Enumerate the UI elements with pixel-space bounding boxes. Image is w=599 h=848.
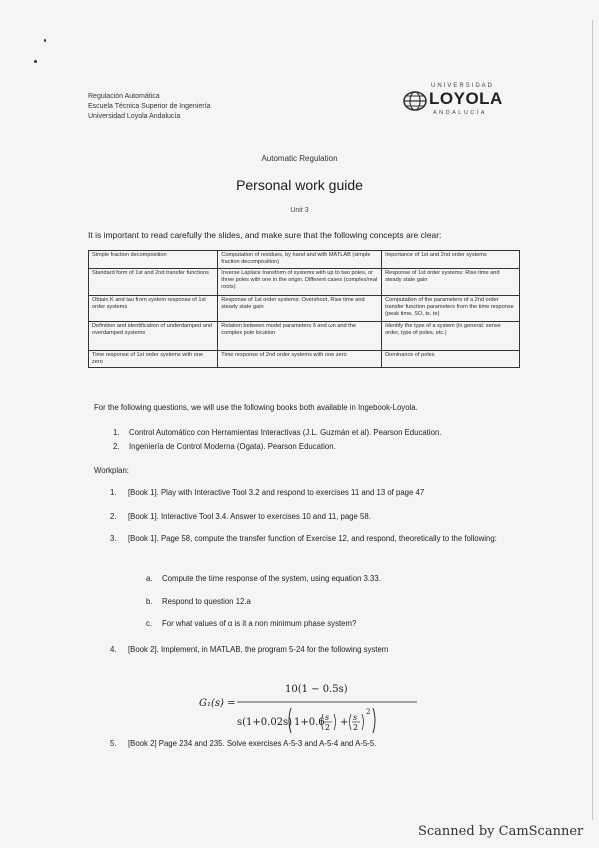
transfer-function-formula <box>199 678 419 738</box>
scan-speck <box>44 39 46 42</box>
item-text: [Book 1]. Play with Interactive Tool 3.2 and respond to exercises 11 and 13 of page 47 <box>128 488 425 497</box>
frac-2: 2 <box>353 723 359 732</box>
table-row <box>89 322 520 351</box>
concepts-table <box>88 250 520 368</box>
loyola-logo <box>403 83 503 121</box>
frac-s: s <box>353 713 358 722</box>
item-number: 5. <box>110 739 117 748</box>
table-cell: Computation of residues, by hand and with MATLAB (simple fraction decomposition) <box>218 251 382 269</box>
table-cell: Identify the type of a system (in general: sense order, type of poles, etc.) <box>382 322 520 351</box>
table-cell: Importance of 1st and 2nd order systems <box>382 251 520 269</box>
table-cell: Time response of 1st order systems with one zero <box>89 351 218 368</box>
table-row <box>89 251 520 269</box>
logo-top-text: UNIVERSIDAD <box>431 83 495 89</box>
formula-numerator: 10(1 − 0.5s) <box>285 684 348 695</box>
item-text: [Book 2]. Implement, in MATLAB, the program 5-24 for the following system <box>128 645 389 654</box>
item-text: [Book 1]. Interactive Tool 3.4. Answer to exercises 10 and 11, page 58. <box>128 512 371 521</box>
frac-s: s <box>325 713 330 722</box>
course-subtitle: Automatic Regulation <box>261 154 338 163</box>
sub-item-letter: b. <box>146 597 153 606</box>
table-cell: Obtain K and tau from system response of 1st order systems <box>89 296 218 322</box>
institution-line: Universidad Loyola Andalucía <box>88 113 181 120</box>
formula-lhs: G₁(s) = <box>199 698 236 709</box>
formula-den-prefix: s(1+0.02s) <box>237 717 293 728</box>
workplan-label: Workplan: <box>94 466 129 475</box>
book-title: Ingeniería de Control Moderna (Ogata). Pearson Education. <box>129 442 336 451</box>
table-row <box>89 296 520 322</box>
unit-label: Unit 3 <box>290 207 309 214</box>
item-number: 3. <box>110 534 117 543</box>
paren-right <box>334 714 336 730</box>
item-text: [Book 2] Page 234 and 235. Solve exercises A-5-3 and A-5-4 and A-5-5. <box>128 739 377 748</box>
logo-name: LOYOLA <box>429 89 503 108</box>
intro-text: It is important to read carefully the slides, and make sure that the following concepts are clear: <box>88 230 442 240</box>
item-number: 2. <box>110 512 117 521</box>
scan-speck <box>34 60 37 63</box>
table-cell: Dominance of poles <box>382 351 520 368</box>
institution-line: Escuela Técnica Superior de Ingeniería <box>88 103 211 110</box>
sub-item-letter: a. <box>146 574 153 583</box>
logo-bottom-text: ANDALUCÍA <box>433 110 487 116</box>
table-cell: Response of 1st order systems: Rise time and steady state gain <box>382 269 520 296</box>
table-row <box>89 351 520 368</box>
big-paren-right <box>373 708 375 733</box>
table-cell: Computation of the parameters of a 2nd order transfer function parameters from the time response (peak time, SO, ts, te) <box>382 296 520 322</box>
books-intro: For the following questions, we will use the following books both available in Ingebook-Loyola. <box>94 403 418 412</box>
book-title: Control Automático con Herramientas Interactivas (J.L. Guzmán et al). Pearson Education. <box>129 428 442 437</box>
sub-item-text: For what values of α is it a non minimum phase system? <box>162 619 357 628</box>
sub-item-text: Respond to question 12.a <box>162 597 251 606</box>
book-number: 1. <box>113 428 120 437</box>
frac-2: 2 <box>325 723 331 732</box>
formula-plus: + <box>340 717 349 728</box>
item-text: [Book 1]. Page 58, compute the transfer function of Exercise 12, and respond, theoretically to the following: <box>128 534 497 543</box>
paren-right <box>362 714 364 730</box>
globe-icon <box>403 91 427 111</box>
item-number: 1. <box>110 488 117 497</box>
formula-exponent: 2 <box>366 708 371 716</box>
book-number: 2. <box>113 442 120 451</box>
table-cell: Response of 1st order systems: Overshoot, Rise time and steady state gain <box>218 296 382 322</box>
scanner-watermark: Scanned by CamScanner <box>418 824 584 839</box>
institution-line: Regulación Automática <box>88 93 160 100</box>
institution-block <box>88 92 210 122</box>
sub-item-text: Compute the time response of the system, using equation 3.33. <box>162 574 381 583</box>
table-cell: Definition and identification of underdamped and overdamped systems <box>89 322 218 351</box>
table-cell: Inverse Laplace transform of systems with up to two poles, or three poles with one in the origin. Different cases (complex/real roots) <box>218 269 382 296</box>
table-row <box>89 269 520 296</box>
table-cell: Relation between model parameters δ and ωn and the complex pole location <box>218 322 382 351</box>
item-number: 4. <box>110 645 117 654</box>
paren-left <box>350 714 352 730</box>
formula-den-mid: 1+0.6 <box>294 717 325 728</box>
sub-item-letter: c. <box>146 619 153 628</box>
page-edge-shadow <box>592 20 593 820</box>
page-title: Personal work guide <box>236 177 363 193</box>
table-cell: Time response of 2nd order systems with one zero <box>218 351 382 368</box>
table-cell: Standard form of 1st and 2nd transfer functions <box>89 269 218 296</box>
table-cell: Simple fraction decomposition <box>89 251 218 269</box>
